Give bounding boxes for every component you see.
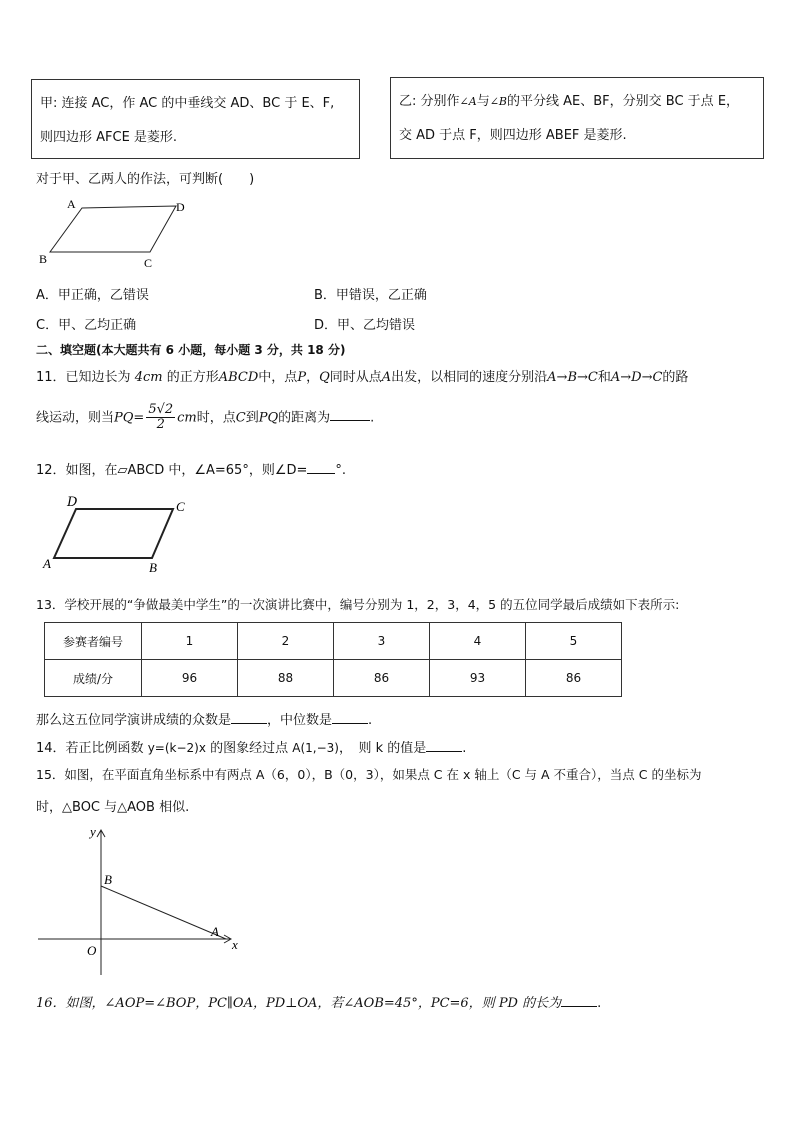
q14-function: y=(k−2)x	[147, 741, 206, 755]
q15-line2: 时，△BOC 与△AOB 相似.	[36, 800, 190, 815]
q11-text4: 同时从点	[329, 370, 382, 385]
method-yi-line1	[399, 92, 755, 112]
method-yi-text1: 乙: 分别作	[399, 94, 460, 109]
q10-parallelogram	[50, 206, 176, 252]
method-jia-line2: 则四边形 AFCE 是菱形.	[40, 130, 178, 145]
table-header-id: 参赛者编号	[45, 623, 142, 660]
q11-line2-text1: 线运动，则当	[36, 410, 115, 426]
q11-line2	[36, 403, 374, 433]
q11-length: 4cm	[134, 370, 163, 385]
method-yi-box	[390, 77, 764, 159]
q12-label-c: C	[176, 499, 185, 514]
q10-parallelogram-figure	[36, 192, 206, 272]
q12-line	[36, 459, 346, 478]
q15-coordinate-figure	[36, 823, 246, 978]
q14-line	[36, 737, 466, 756]
q11-comma: ，	[306, 370, 320, 385]
q13-question-text1: 那么这五位同学演讲成绩的众数是	[36, 713, 232, 728]
q12-parallelogram	[54, 509, 173, 558]
q11-line2-text3: 的距离为	[278, 410, 331, 426]
table-cell-score-4: 93	[430, 660, 526, 697]
q11-fraction-num: 5√2	[148, 402, 174, 417]
q14-answer-blank[interactable]	[426, 739, 462, 752]
q14-text3: ， 则 k 的值是	[338, 741, 427, 756]
q15-label-b: B	[104, 872, 112, 887]
q11-point-c: C	[235, 410, 246, 426]
q11-point-q: Q	[319, 370, 330, 385]
table-cell-id-1: 1	[142, 623, 238, 660]
q13-mode-blank[interactable]	[231, 711, 267, 724]
table-cell-score-1: 96	[142, 660, 238, 697]
q11-fraction-den: 2	[156, 417, 165, 433]
q11-line1	[36, 366, 688, 385]
q11-text5: 出发，以相同的速度分别沿	[391, 370, 548, 385]
table-cell-id-2: 2	[238, 623, 334, 660]
q11-line2-text2: 时，点	[196, 410, 236, 426]
table-cell-score-3: 86	[334, 660, 430, 697]
q11-fraction	[146, 403, 175, 433]
table-cell-score-5: 86	[526, 660, 622, 697]
q11-end: .	[370, 410, 375, 426]
method-jia-box	[31, 79, 360, 159]
section2-heading: 二、填空题(本大题共有 6 小题，每小题 3 分，共 18 分)	[36, 343, 346, 357]
q16-line	[36, 992, 601, 1011]
q16-answer-blank[interactable]	[561, 994, 597, 1007]
q11-text1: 11．已知边长为	[36, 370, 131, 385]
table-cell-id-5: 5	[526, 623, 622, 660]
q14-end: .	[462, 741, 467, 756]
table-cell-id-3: 3	[334, 623, 430, 660]
q12-label-b: B	[149, 560, 157, 575]
q10-option-d[interactable]: D．甲、乙均错误	[314, 318, 416, 333]
q15-label-y: y	[90, 824, 96, 839]
q13-median-blank[interactable]	[332, 711, 368, 724]
q10-label-d: D	[176, 200, 185, 214]
q14-text2: 的图象经过点	[210, 741, 289, 756]
q15-label-o: O	[87, 943, 97, 958]
q15-line1: 15．如图，在平面直角坐标系中有两点 A（6，0），B（0，3），如果点 C 在 x 轴上（C 与 A 不重合），当点 C 的坐标为	[36, 767, 702, 782]
q12-answer-blank[interactable]	[307, 461, 335, 474]
q11-square: ABCD	[218, 370, 259, 385]
q11-text6: 的路	[662, 370, 689, 385]
q10-option-a[interactable]: A．甲正确，乙错误	[36, 288, 149, 303]
method-yi-and: 与	[476, 94, 490, 109]
q13-question	[36, 709, 372, 728]
method-jia-line1: 甲: 连接 AC，作 AC 的中垂线交 AD、BC 于 E、F,	[40, 96, 335, 111]
q11-point-a: A	[381, 370, 392, 385]
q11-and: 和	[597, 370, 611, 385]
method-yi-line2: 交 AD 于点 F，则四边形 ABEF 是菱形.	[399, 128, 627, 143]
method-yi-text2: 的平分线 AE、BF，分别交 BC 于点 E，	[507, 94, 740, 109]
table-cell-score-2: 88	[238, 660, 334, 697]
q13-score-table	[44, 622, 622, 697]
q11-path2: A→D→C	[610, 370, 663, 385]
table-cell-id-4: 4	[430, 623, 526, 660]
q10-label-b: B	[39, 252, 48, 266]
q10-option-c[interactable]: C．甲、乙均正确	[36, 318, 137, 333]
table-row	[45, 660, 622, 697]
angle-b: ∠B	[489, 95, 508, 108]
q14-text1: 14．若正比例函数	[36, 741, 144, 756]
q15-label-x: x	[232, 937, 238, 952]
q16-end: .	[597, 996, 602, 1011]
angle-a: ∠A	[459, 95, 477, 108]
q10-label-c: C	[144, 256, 153, 270]
q11-point-p: P	[297, 370, 307, 385]
q12-end: °.	[335, 463, 347, 478]
table-header-score: 成绩/分	[45, 660, 142, 697]
q15-label-a: A	[211, 924, 219, 939]
q12-label-d: D	[67, 495, 78, 510]
q11-text2: 的正方形	[166, 370, 219, 385]
q15-segment-ab	[101, 886, 226, 939]
q11-answer-blank[interactable]	[330, 408, 370, 421]
q11-path1: A→B→C	[547, 370, 598, 385]
q12-label-a: A	[43, 556, 51, 571]
q12-parallelogram-figure	[36, 492, 206, 577]
q12-text: 12．如图，在▱ABCD 中，∠A=65°，则∠D=	[36, 463, 308, 478]
table-row	[45, 623, 622, 660]
q13-stem: 13．学校开展的“争做最美中学生”的一次演讲比赛中，编号分别为 1，2，3，4，5 的五位同学最后成绩如下表所示:	[36, 597, 680, 612]
q10-label-a: A	[67, 197, 76, 211]
q11-pq: PQ=	[114, 410, 145, 426]
q13-end: .	[368, 713, 373, 728]
q11-text3: 中，点	[258, 370, 298, 385]
q11-cm: cm	[177, 410, 197, 426]
q10-option-b[interactable]: B．甲错误，乙正确	[314, 288, 427, 303]
q16-text: 16．如图，∠AOP=∠BOP，PC∥OA，PD⊥OA，若∠AOB=45°，PC=6，则 PD 的长为	[36, 996, 562, 1011]
q14-point: A(1,−3)	[292, 741, 339, 755]
q11-pq2: PQ	[258, 410, 279, 426]
q10-stem: 对于甲、乙两人的作法，可判断( )	[36, 172, 255, 187]
q13-question-text2: ，中位数是	[267, 713, 333, 728]
q11-to: 到	[245, 410, 259, 426]
